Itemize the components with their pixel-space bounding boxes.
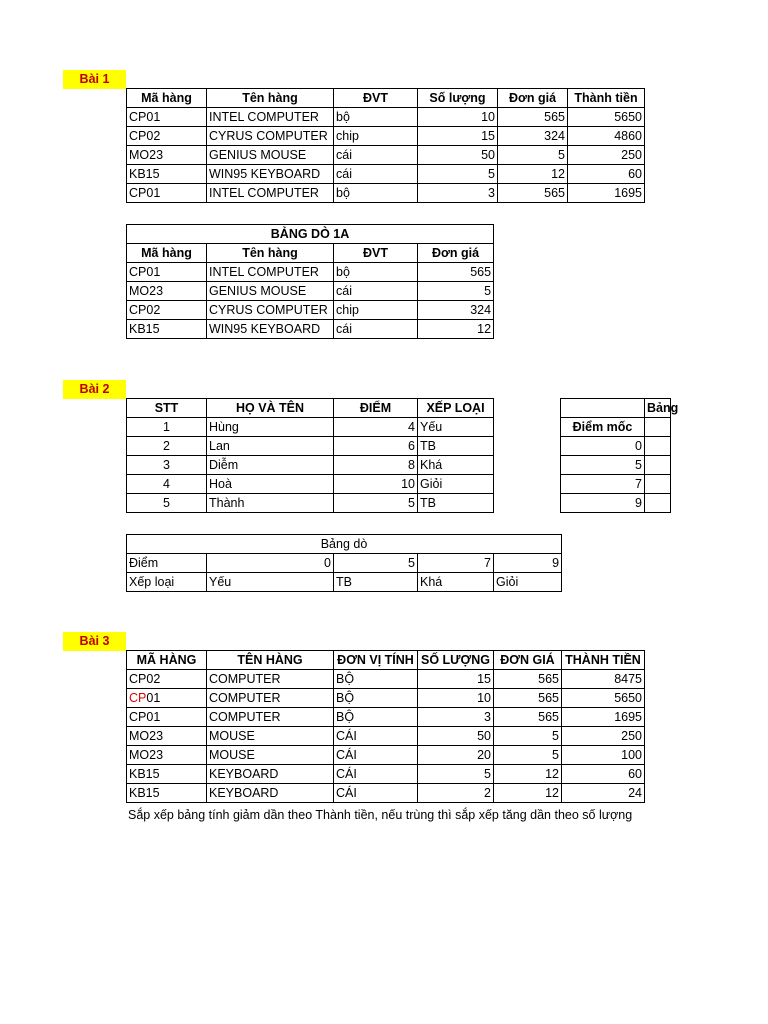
cell[interactable]: 15 [418,670,494,689]
cell[interactable]: Hùng [207,418,334,437]
table-row [127,708,645,727]
cell[interactable]: 5 [498,146,568,165]
cell[interactable]: 5 [418,765,494,784]
table-row [127,554,562,573]
cell[interactable]: 12 [494,765,562,784]
column-header: Mã hàng [127,244,207,263]
cell[interactable]: 6 [334,437,418,456]
cell[interactable]: CP02 [127,301,207,320]
table-header-row [127,651,645,670]
cell[interactable]: 8475 [562,670,645,689]
column-header: Thành tiền [568,89,645,108]
code-suffix: 01 [146,691,161,705]
section-tag-bai3: Bài 3 [63,632,126,651]
cell[interactable]: BỘ [334,689,418,708]
table-row [127,670,645,689]
cell[interactable]: CYRUS COMPUTER [207,301,334,320]
table-row [127,494,494,513]
bai2-side-table [560,398,679,513]
table-header-row [127,89,645,108]
table-row [561,437,671,456]
cell[interactable]: 0 [561,437,645,456]
row-label: Điểm [127,554,207,573]
column-header: ĐVT [334,244,418,263]
cell[interactable]: BỘ [334,670,418,689]
column-header: Đơn giá [418,244,494,263]
table-header-row [127,244,494,263]
cell[interactable]: 0 [207,554,334,573]
bai3-table [126,650,645,803]
cell[interactable]: MOUSE [207,727,334,746]
cell[interactable]: cái [334,146,418,165]
cell[interactable]: 60 [568,165,645,184]
cell[interactable]: 565 [498,184,568,203]
column-header: XẾP LOẠI [418,399,494,418]
column-header: HỌ VÀ TÊN [207,399,334,418]
cell[interactable]: 5 [494,727,562,746]
cell[interactable]: Yếu [207,573,334,592]
table-row [127,437,494,456]
bai2-table [126,398,494,513]
cell[interactable]: Yếu [418,418,494,437]
table-row [127,301,494,320]
cell[interactable]: 565 [498,108,568,127]
table-header-row [127,399,494,418]
table-row [127,689,645,708]
cell[interactable]: Khá [418,456,494,475]
cell[interactable]: 3 [127,456,207,475]
column-header: Đơn giá [498,89,568,108]
cell[interactable]: COMPUTER [207,689,334,708]
column-header: ĐIỂM [334,399,418,418]
table-row [561,475,671,494]
cell[interactable]: CÁI [334,784,418,803]
cell[interactable]: KEYBOARD [207,765,334,784]
cell[interactable]: 5650 [562,689,645,708]
cell[interactable]: INTEL COMPUTER [207,108,334,127]
table-row [127,127,645,146]
column-header: SỐ LƯỢNG [418,651,494,670]
highlighted-prefix: CP [129,691,147,705]
cell[interactable]: Lan [207,437,334,456]
column-header: TÊN HÀNG [207,651,334,670]
cell[interactable]: 10 [334,475,418,494]
cell[interactable]: 12 [498,165,568,184]
cell[interactable]: 12 [494,784,562,803]
cell[interactable]: bộ [334,184,418,203]
cell[interactable]: CÁI [334,746,418,765]
table-row [127,727,645,746]
cell[interactable]: BỘ [334,708,418,727]
cell[interactable]: 9 [494,554,562,573]
table-row [561,494,671,513]
cell[interactable]: 100 [562,746,645,765]
bai3-instruction-note: Sắp xếp bảng tính giảm dần theo Thành tiền, nếu trùng thì sắp xếp tăng dần theo số lượng [128,808,633,822]
column-header: THÀNH TIỀN [562,651,645,670]
cell[interactable]: Diễm [207,456,334,475]
cell[interactable]: KEYBOARD [207,784,334,803]
cell[interactable]: CP01 [127,263,207,282]
column-header: Điểm mốc [561,418,645,437]
cell[interactable]: cái [334,165,418,184]
cell[interactable]: TB [418,437,494,456]
cell[interactable]: cái [334,320,418,339]
cell[interactable]: 2 [418,784,494,803]
cell[interactable]: 5 [418,165,498,184]
cell[interactable]: 5 [334,554,418,573]
cell[interactable]: chip [334,127,418,146]
cell[interactable]: 1695 [562,708,645,727]
cell[interactable]: Khá [418,573,494,592]
cell[interactable]: KB15 [127,320,207,339]
column-header: ĐƠN GIÁ [494,651,562,670]
cell[interactable]: 10 [418,108,498,127]
table-row [127,263,494,282]
table-row [127,184,645,203]
column-header: MÃ HÀNG [127,651,207,670]
cell[interactable]: GENIUS MOUSE [207,146,334,165]
cell[interactable]: CÁI [334,765,418,784]
bai2-lookup-table [126,534,562,592]
cell[interactable]: KB15 [127,165,207,184]
cell[interactable]: 4 [127,475,207,494]
table-row [127,108,645,127]
cell[interactable]: CP02 [127,670,207,689]
table-row [127,475,494,494]
lookup-title: BẢNG DÒ 1A [127,225,494,244]
cell[interactable]: 4 [334,418,418,437]
cell[interactable]: CP02 [127,127,207,146]
cell[interactable]: WIN95 KEYBOARD [207,165,334,184]
cell[interactable]: MO23 [127,282,207,301]
cell[interactable]: Hoà [207,475,334,494]
section-tag-bai1: Bài 1 [63,70,126,89]
cell[interactable]: 15 [418,127,498,146]
cell[interactable]: 565 [494,689,562,708]
cell[interactable]: 5 [494,746,562,765]
cell[interactable]: WIN95 KEYBOARD [207,320,334,339]
cell[interactable]: 3 [418,708,494,727]
cell[interactable]: 9 [561,494,645,513]
cell[interactable]: CP01 [127,708,207,727]
bai2-side-table-viewport [560,398,679,518]
cell[interactable]: 324 [418,301,494,320]
column-header: Số lượng [418,89,498,108]
cell[interactable]: 12 [418,320,494,339]
table-row [127,165,645,184]
table-row [127,456,494,475]
cell[interactable]: 60 [562,765,645,784]
cell[interactable]: 7 [418,554,494,573]
cell[interactable]: 20 [418,746,494,765]
cell[interactable]: INTEL COMPUTER [207,263,334,282]
table-row [127,418,494,437]
column-header: Tên hàng [207,89,334,108]
cell[interactable]: 250 [562,727,645,746]
cell[interactable]: GENIUS MOUSE [207,282,334,301]
cell[interactable]: 50 [418,146,498,165]
cell[interactable]: MOUSE [207,746,334,765]
cell[interactable]: 250 [568,146,645,165]
cell[interactable]: 3 [418,184,498,203]
cell[interactable]: 24 [562,784,645,803]
cell[interactable]: INTEL COMPUTER [207,184,334,203]
cell[interactable]: 8 [334,456,418,475]
cell[interactable]: CP01 [127,108,207,127]
section-tag-bai2: Bài 2 [63,380,126,399]
cell[interactable]: 10 [418,689,494,708]
table-row [561,456,671,475]
cell[interactable]: Giỏi [494,573,562,592]
table-row [127,320,494,339]
row-label: Xếp loại [127,573,207,592]
cell[interactable]: 5 [561,456,645,475]
column-header: ĐVT [334,89,418,108]
cell[interactable]: COMPUTER [207,670,334,689]
cell[interactable]: KB15 [127,784,207,803]
cell[interactable]: TB [334,573,418,592]
cell[interactable]: CYRUS COMPUTER [207,127,334,146]
cell[interactable]: cái [334,282,418,301]
cell[interactable]: bộ [334,108,418,127]
cell[interactable]: 7 [561,475,645,494]
table-row [127,784,645,803]
column-header: STT [127,399,207,418]
cell[interactable]: CÁI [334,727,418,746]
cell[interactable]: 50 [418,727,494,746]
table-row [127,573,562,592]
bai1-lookup-table [126,224,494,339]
cell[interactable]: 565 [418,263,494,282]
cell[interactable]: Thành [207,494,334,513]
lookup-title: Bảng dò [127,535,562,554]
cell[interactable]: KB15 [127,765,207,784]
cell[interactable]: 5 [127,494,207,513]
table-row [127,765,645,784]
cell[interactable]: 5650 [568,108,645,127]
cell[interactable]: 1695 [568,184,645,203]
table-row [127,746,645,765]
cell[interactable]: 324 [498,127,568,146]
side-table-title: Bảng [645,399,671,418]
column-header: Mã hàng [127,89,207,108]
cell[interactable]: Giỏi [418,475,494,494]
cell[interactable]: 1 [127,418,207,437]
cell[interactable]: MO23 [127,146,207,165]
cell[interactable]: 5 [334,494,418,513]
column-header: ĐƠN VỊ TÍNH [334,651,418,670]
cell[interactable]: MO23 [127,727,207,746]
cell[interactable] [127,689,207,708]
cell[interactable]: COMPUTER [207,708,334,727]
cell[interactable]: 565 [494,670,562,689]
bai1-table [126,88,645,203]
cell[interactable]: 565 [494,708,562,727]
table-row [127,146,645,165]
cell[interactable]: chip [334,301,418,320]
cell[interactable]: TB [418,494,494,513]
table-row [127,282,494,301]
cell[interactable]: CP01 [127,184,207,203]
cell[interactable]: 5 [418,282,494,301]
column-header: Tên hàng [207,244,334,263]
cell[interactable]: 2 [127,437,207,456]
cell[interactable]: 4860 [568,127,645,146]
cell[interactable]: bộ [334,263,418,282]
cell[interactable]: MO23 [127,746,207,765]
